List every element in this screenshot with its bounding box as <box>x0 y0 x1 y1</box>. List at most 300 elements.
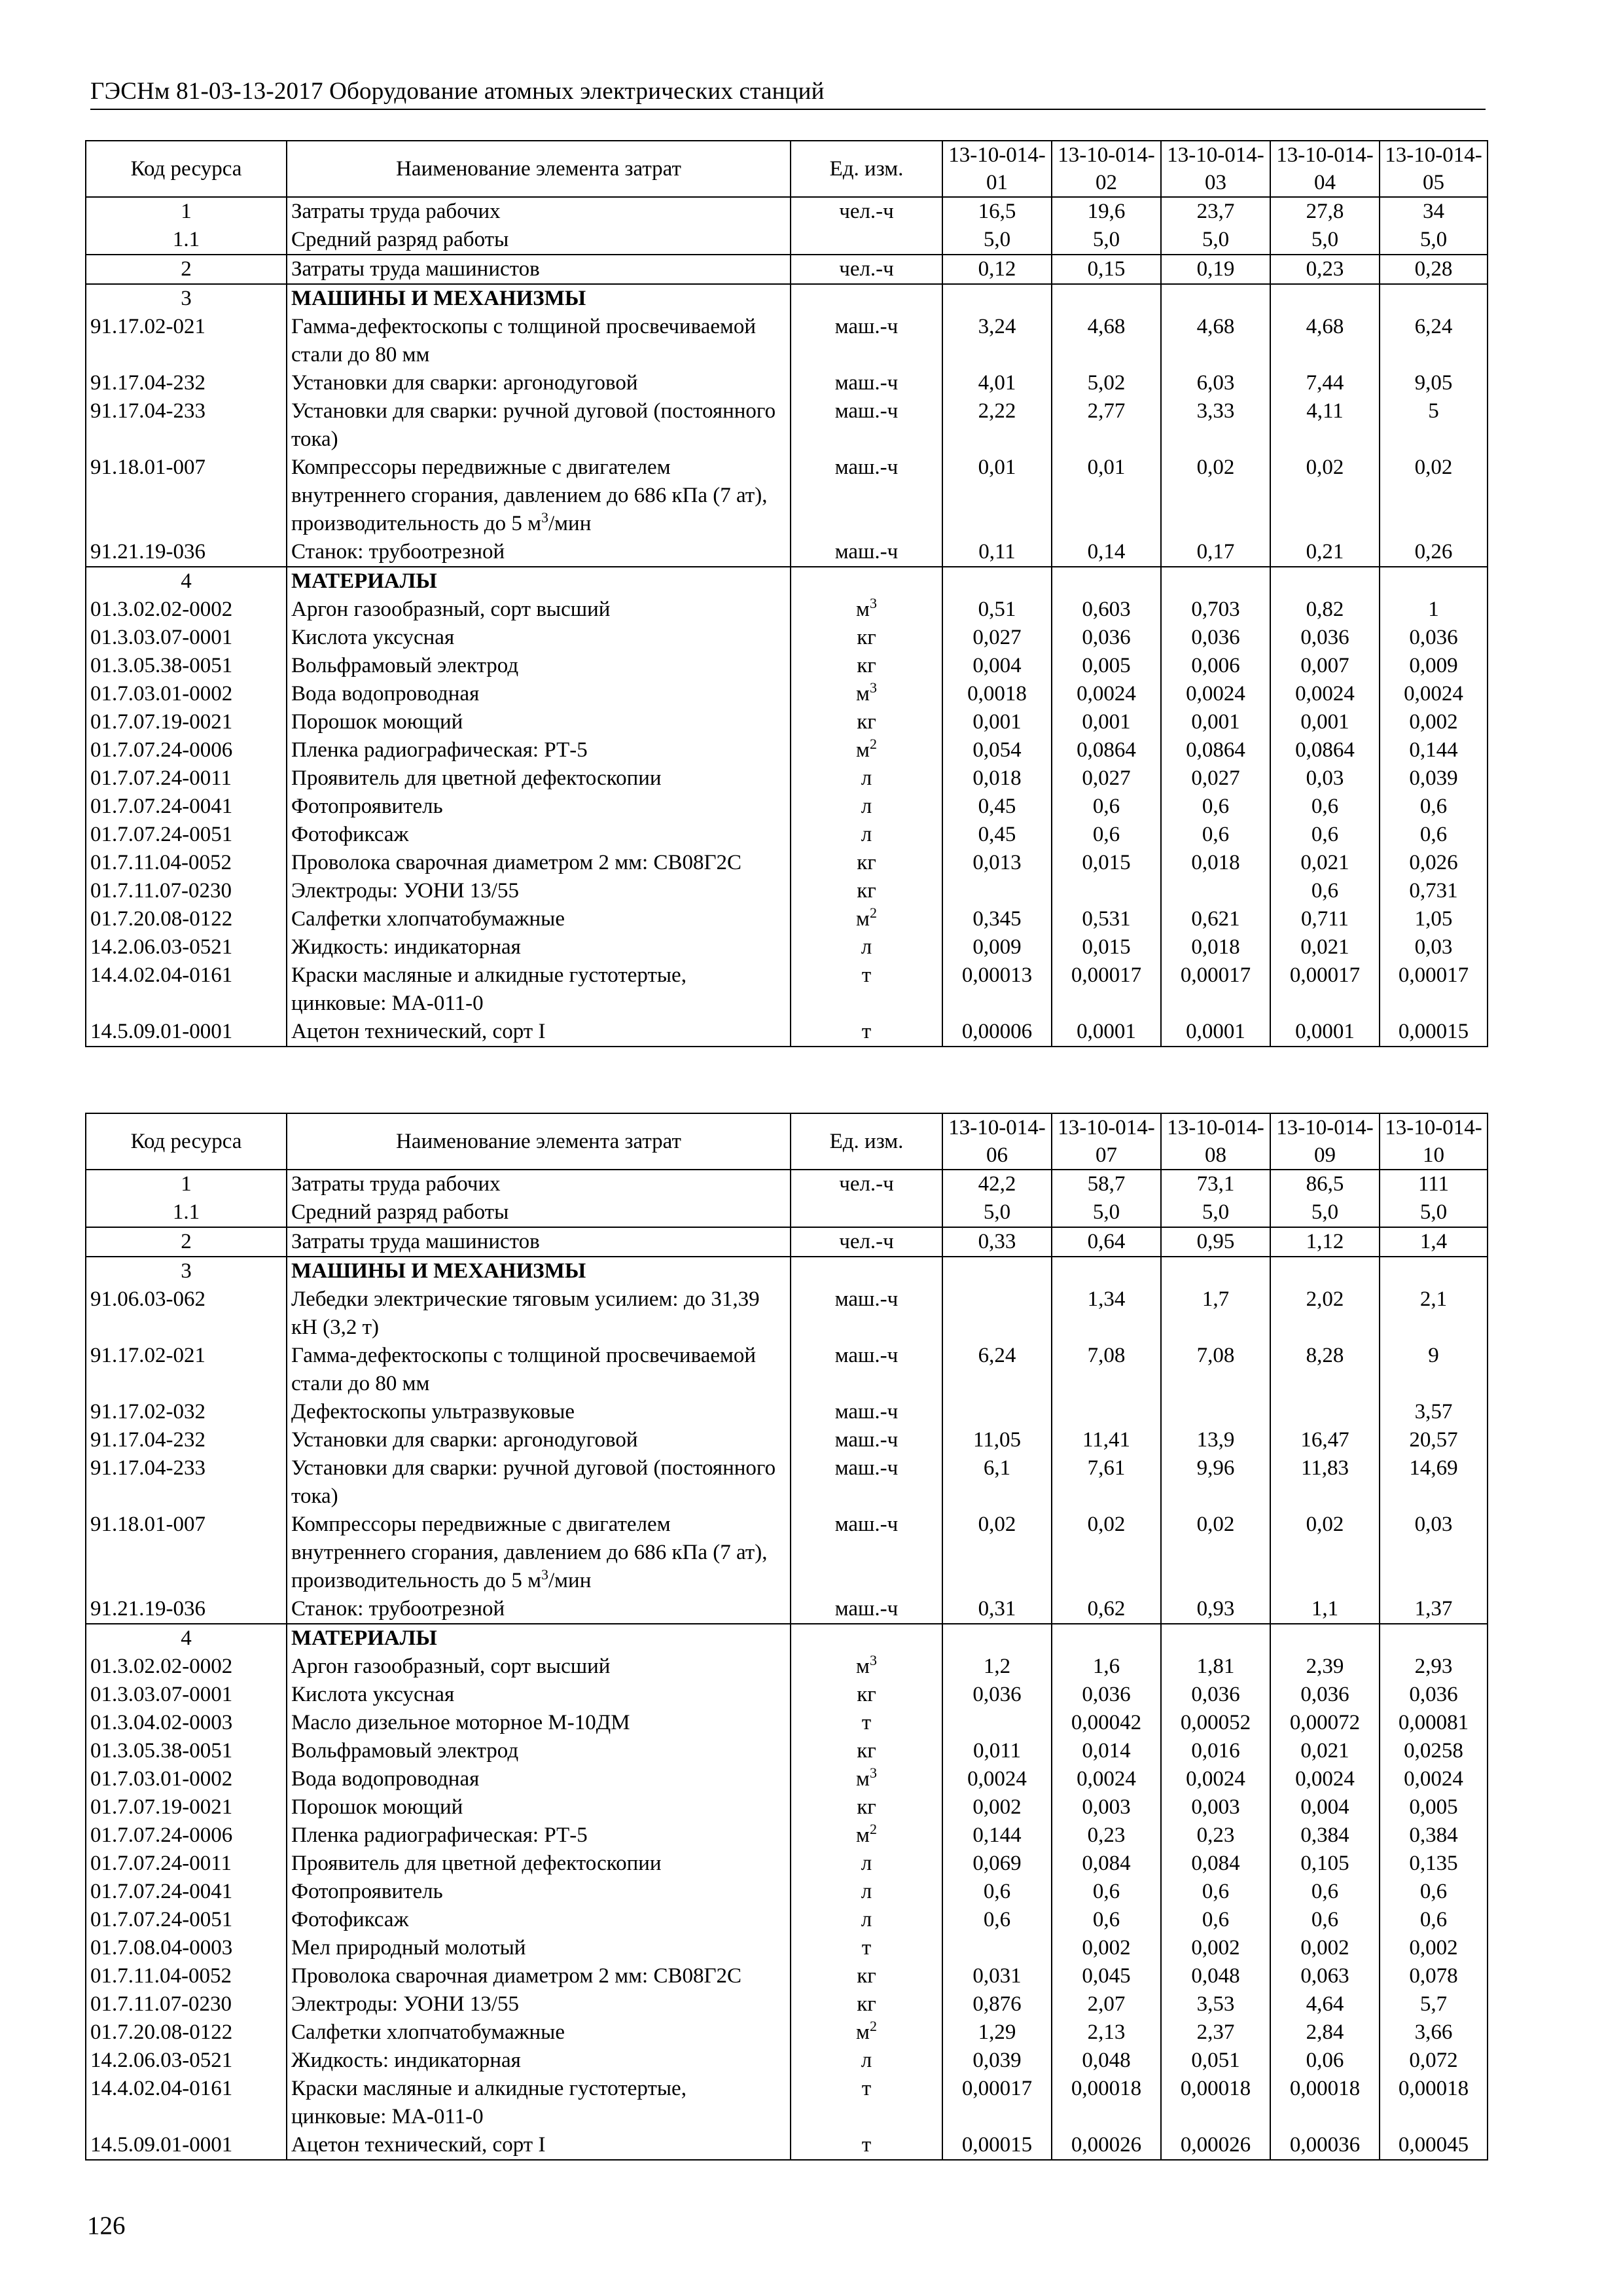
table-row <box>86 1709 1488 1737</box>
resource-name-cell: Установки для сварки: аргонодуговой <box>287 1426 791 1454</box>
value-cell: 20,57 <box>1380 1426 1488 1454</box>
resource-code-cell: 01.7.07.19-0021 <box>86 1793 287 1821</box>
value-cell: 0,016 <box>1161 1737 1270 1765</box>
value-cell: 0,6 <box>1270 793 1380 821</box>
value-cell: 0,0001 <box>1270 1018 1380 1047</box>
resource-name-cell: МАШИНЫ И МЕХАНИЗМЫ <box>287 284 791 313</box>
value-cell: 0,002 <box>942 1793 1052 1821</box>
resource-name-cell: МАШИНЫ И МЕХАНИЗМЫ <box>287 1257 791 1285</box>
resource-code-cell: 91.17.02-021 <box>86 1342 287 1398</box>
value-cell: 9,05 <box>1380 369 1488 397</box>
value-cell: 0,6 <box>1270 877 1380 905</box>
value-cell: 0,001 <box>1161 708 1270 736</box>
value-cell <box>1052 284 1161 313</box>
value-cell: 0,00017 <box>1052 961 1161 1018</box>
value-cell: 0,384 <box>1270 1821 1380 1850</box>
value-cell: 0,084 <box>1161 1850 1270 1878</box>
unit-cell: маш.-ч <box>791 313 942 369</box>
unit-cell: кг <box>791 708 942 736</box>
value-cell: 0,002 <box>1270 1934 1380 1962</box>
value-cell: 0,003 <box>1161 1793 1270 1821</box>
unit-cell: кг <box>791 624 942 652</box>
value-cell: 5,0 <box>1270 1198 1380 1227</box>
table-row <box>86 1170 1488 1198</box>
value-cell: 1,2 <box>942 1653 1052 1681</box>
value-cell: 2,07 <box>1052 1990 1161 2018</box>
resource-code-cell: 91.21.19-036 <box>86 538 287 567</box>
table-row <box>86 1624 1488 1653</box>
value-cell: 2,39 <box>1270 1653 1380 1681</box>
value-cell: 0,33 <box>942 1227 1052 1257</box>
value-cell: 0,00006 <box>942 1018 1052 1047</box>
value-cell: 0,002 <box>1380 1934 1488 1962</box>
unit-cell <box>791 1257 942 1285</box>
resource-name-cell: Фотопроявитель <box>287 1878 791 1906</box>
value-cell: 0,0864 <box>1052 736 1161 764</box>
unit-cell: л <box>791 2047 942 2075</box>
value-cell: 3,66 <box>1380 2018 1488 2047</box>
value-cell: 0,00045 <box>1380 2131 1488 2160</box>
value-cell: 5,0 <box>1161 226 1270 255</box>
value-cell: 7,44 <box>1270 369 1380 397</box>
unit-cell: т <box>791 2131 942 2160</box>
value-cell: 0,005 <box>1052 652 1161 680</box>
value-cell: 6,1 <box>942 1454 1052 1511</box>
value-cell: 0,01 <box>942 454 1052 538</box>
value-cell: 0,02 <box>1161 1511 1270 1595</box>
value-cell: 5,0 <box>942 1198 1052 1227</box>
unit-cell: $м^3$ <box>791 680 942 708</box>
resource-name-cell: Установки для сварки: ручной дуговой (постоянного тока) <box>287 1454 791 1511</box>
unit-cell: кг <box>791 652 942 680</box>
table-row <box>86 821 1488 849</box>
value-cell: 13,9 <box>1161 1426 1270 1454</box>
value-cell <box>1052 567 1161 596</box>
resource-name-cell: Краски масляные и алкидные густотертые, цинковые: МА-011-0 <box>287 961 791 1018</box>
value-cell: 5,0 <box>1052 226 1161 255</box>
value-cell: 0,036 <box>942 1681 1052 1709</box>
value-cell: 7,08 <box>1052 1342 1161 1398</box>
value-cell: 0,6 <box>1161 1878 1270 1906</box>
value-cell: 1,05 <box>1380 905 1488 933</box>
value-cell: 1,81 <box>1161 1653 1270 1681</box>
value-cell <box>1161 877 1270 905</box>
resource-name-cell: Кислота уксусная <box>287 624 791 652</box>
value-cell: 0,23 <box>1270 255 1380 284</box>
table-row <box>86 961 1488 1018</box>
value-cell: 0,011 <box>942 1737 1052 1765</box>
unit-cell: $м^2$ <box>791 1821 942 1850</box>
resource-code-cell: 01.7.07.24-0006 <box>86 1821 287 1850</box>
value-cell: 11,41 <box>1052 1426 1161 1454</box>
resource-code-cell: 01.7.11.04-0052 <box>86 849 287 877</box>
resource-code-cell: 01.7.03.01-0002 <box>86 680 287 708</box>
table-row <box>86 1737 1488 1765</box>
resource-name-cell: Станок: трубоотрезной <box>287 538 791 567</box>
unit-cell: кг <box>791 1990 942 2018</box>
value-cell: 9,96 <box>1161 1454 1270 1511</box>
value-cell: 0,00017 <box>942 2075 1052 2131</box>
value-cell <box>1052 1624 1161 1653</box>
resource-name-cell: Вода водопроводная <box>287 1765 791 1793</box>
column-header-norm: 13-10-014-06 <box>942 1113 1052 1170</box>
value-cell: 0,013 <box>942 849 1052 877</box>
value-cell: 0,28 <box>1380 255 1488 284</box>
value-cell: 2,77 <box>1052 397 1161 454</box>
value-cell: 0,054 <box>942 736 1052 764</box>
page-number: 126 <box>87 2212 126 2240</box>
value-cell: 0,105 <box>1270 1850 1380 1878</box>
value-cell: 0,001 <box>942 708 1052 736</box>
unit-cell <box>791 1198 942 1227</box>
resource-name-cell: Дефектоскопы ультразвуковые <box>287 1398 791 1426</box>
value-cell <box>1380 1257 1488 1285</box>
table-row <box>86 680 1488 708</box>
value-cell <box>1270 1257 1380 1285</box>
column-header-norm: 13-10-014-07 <box>1052 1113 1161 1170</box>
resource-table-2 <box>85 1113 1488 2161</box>
value-cell: 0,00018 <box>1270 2075 1380 2131</box>
value-cell <box>1270 284 1380 313</box>
value-cell: 0,11 <box>942 538 1052 567</box>
value-cell: 2,22 <box>942 397 1052 454</box>
value-cell: 3,24 <box>942 313 1052 369</box>
value-cell: 1,7 <box>1161 1285 1270 1342</box>
value-cell: 0,14 <box>1052 538 1161 567</box>
value-cell: 0,0024 <box>1052 1765 1161 1793</box>
value-cell: 0,02 <box>1161 454 1270 538</box>
resource-name-cell: МАТЕРИАЛЫ <box>287 1624 791 1653</box>
table-row <box>86 2018 1488 2047</box>
value-cell: 0,6 <box>1052 793 1161 821</box>
value-cell: 0,00015 <box>1380 1018 1488 1047</box>
value-cell: 0,0018 <box>942 680 1052 708</box>
unit-cell: л <box>791 1878 942 1906</box>
resource-name-cell: Средний разряд работы <box>287 226 791 255</box>
value-cell: 0,0024 <box>1380 1765 1488 1793</box>
resource-code-cell: 01.3.03.07-0001 <box>86 624 287 652</box>
value-cell: 0,063 <box>1270 1962 1380 1990</box>
unit-cell: л <box>791 793 942 821</box>
value-cell: 0,0024 <box>1270 1765 1380 1793</box>
value-cell: 6,24 <box>1380 313 1488 369</box>
resource-name-cell: Электроды: УОНИ 13/55 <box>287 877 791 905</box>
unit-cell: кг <box>791 849 942 877</box>
resource-name-cell: Проявитель для цветной дефектоскопии <box>287 1850 791 1878</box>
value-cell: 0,021 <box>1270 1737 1380 1765</box>
value-cell: 0,0024 <box>1380 680 1488 708</box>
value-cell <box>942 877 1052 905</box>
resource-code-cell: 91.17.02-032 <box>86 1398 287 1426</box>
value-cell: 0,036 <box>1270 624 1380 652</box>
column-header-name: Наименование элемента затрат <box>287 141 791 197</box>
unit-cell: л <box>791 821 942 849</box>
value-cell: 11,05 <box>942 1426 1052 1454</box>
value-cell: 5,0 <box>942 226 1052 255</box>
table-row <box>86 764 1488 793</box>
value-cell: 0,6 <box>1270 821 1380 849</box>
table-row <box>86 1595 1488 1624</box>
value-cell: 4,64 <box>1270 1990 1380 2018</box>
value-cell: 0,00017 <box>1270 961 1380 1018</box>
resource-name-cell: Аргон газообразный, сорт высший <box>287 596 791 624</box>
value-cell: 1 <box>1380 596 1488 624</box>
value-cell: 0,6 <box>1270 1906 1380 1934</box>
column-header-norm: 13-10-014-05 <box>1380 141 1488 197</box>
value-cell: 4,68 <box>1270 313 1380 369</box>
column-header-norm: 13-10-014-04 <box>1270 141 1380 197</box>
value-cell <box>1270 1624 1380 1653</box>
value-cell: 2,84 <box>1270 2018 1380 2047</box>
resource-code-cell: 01.3.02.02-0002 <box>86 596 287 624</box>
resource-name-cell: Затраты труда машинистов <box>287 1227 791 1257</box>
value-cell: 0,731 <box>1380 877 1488 905</box>
table-row <box>86 197 1488 226</box>
value-cell: 0,006 <box>1161 652 1270 680</box>
column-header-norm: 13-10-014-01 <box>942 141 1052 197</box>
value-cell: 0,6 <box>1161 793 1270 821</box>
value-cell: 0,0864 <box>1161 736 1270 764</box>
resource-code-cell: 01.3.03.07-0001 <box>86 1681 287 1709</box>
table-row <box>86 652 1488 680</box>
column-header-norm: 13-10-014-02 <box>1052 141 1161 197</box>
table-row <box>86 1821 1488 1850</box>
resource-code-cell: 91.21.19-036 <box>86 1595 287 1624</box>
value-cell: 0,018 <box>1161 933 1270 961</box>
value-cell: 9 <box>1380 1342 1488 1398</box>
value-cell: 14,69 <box>1380 1454 1488 1511</box>
unit-cell: чел.-ч <box>791 1170 942 1198</box>
value-cell: 2,02 <box>1270 1285 1380 1342</box>
value-cell: 0,009 <box>1380 652 1488 680</box>
resource-name-cell: Ацетон технический, сорт I <box>287 2131 791 2160</box>
value-cell: 0,00018 <box>1052 2075 1161 2131</box>
value-cell: 0,007 <box>1270 652 1380 680</box>
unit-cell: кг <box>791 1681 942 1709</box>
value-cell: 0,95 <box>1161 1227 1270 1257</box>
value-cell: 2,93 <box>1380 1653 1488 1681</box>
unit-cell: маш.-ч <box>791 1398 942 1426</box>
value-cell: 0,00017 <box>1161 961 1270 1018</box>
resource-code-cell: 2 <box>86 1227 287 1257</box>
unit-cell: кг <box>791 1737 942 1765</box>
value-cell <box>1380 284 1488 313</box>
value-cell: 0,384 <box>1380 1821 1488 1850</box>
value-cell: 0,703 <box>1161 596 1270 624</box>
unit-cell: маш.-ч <box>791 1426 942 1454</box>
unit-cell: т <box>791 1934 942 1962</box>
table-row <box>86 736 1488 764</box>
value-cell: 0,003 <box>1052 1793 1161 1821</box>
resource-code-cell: 4 <box>86 1624 287 1653</box>
value-cell: 0,036 <box>1052 1681 1161 1709</box>
value-cell: 0,045 <box>1052 1962 1161 1990</box>
value-cell: 0,00018 <box>1161 2075 1270 2131</box>
value-cell: 0,026 <box>1380 849 1488 877</box>
value-cell: 0,12 <box>942 255 1052 284</box>
resource-name-cell: Масло дизельное моторное М-10ДМ <box>287 1709 791 1737</box>
column-header-name: Наименование элемента затрат <box>287 1113 791 1170</box>
value-cell: 0,014 <box>1052 1737 1161 1765</box>
resource-name-cell: Порошок моющий <box>287 708 791 736</box>
value-cell: 0,6 <box>942 1906 1052 1934</box>
resource-code-cell: 01.7.11.04-0052 <box>86 1962 287 1990</box>
resource-name-cell: Гамма-дефектоскопы с толщиной просвечиваемой стали до 80 мм <box>287 1342 791 1398</box>
value-cell: 0,00072 <box>1270 1709 1380 1737</box>
value-cell: 0,03 <box>1270 764 1380 793</box>
table-row <box>86 1681 1488 1709</box>
value-cell: 23,7 <box>1161 197 1270 226</box>
value-cell <box>1052 1398 1161 1426</box>
resource-name-cell: Пленка радиографическая: РТ-5 <box>287 1821 791 1850</box>
unit-cell <box>791 567 942 596</box>
value-cell: 0,15 <box>1052 255 1161 284</box>
table-row <box>86 624 1488 652</box>
unit-cell: чел.-ч <box>791 1227 942 1257</box>
value-cell: 4,11 <box>1270 397 1380 454</box>
unit-cell: маш.-ч <box>791 454 942 538</box>
resource-name-cell: Установки для сварки: аргонодуговой <box>287 369 791 397</box>
value-cell: 0,82 <box>1270 596 1380 624</box>
value-cell: 1,37 <box>1380 1595 1488 1624</box>
resource-name-cell: Затраты труда рабочих <box>287 1170 791 1198</box>
value-cell: 2,13 <box>1052 2018 1161 2047</box>
table-row <box>86 1018 1488 1047</box>
value-cell: 0,00013 <box>942 961 1052 1018</box>
value-cell: 2,1 <box>1380 1285 1488 1342</box>
unit-cell: л <box>791 1850 942 1878</box>
unit-cell: маш.-ч <box>791 1454 942 1511</box>
resource-name-cell: Салфетки хлопчатобумажные <box>287 2018 791 2047</box>
table-row <box>86 1878 1488 1906</box>
resource-code-cell: 2 <box>86 255 287 284</box>
value-cell: 0,6 <box>1380 821 1488 849</box>
value-cell: 0,03 <box>1380 1511 1488 1595</box>
value-cell <box>942 284 1052 313</box>
table-row <box>86 284 1488 313</box>
document-header-title: ГЭСНм 81-03-13-2017 Оборудование атомных электрических станций <box>90 78 825 105</box>
unit-cell: $м^3$ <box>791 1653 942 1681</box>
resource-name-cell: Ацетон технический, сорт I <box>287 1018 791 1047</box>
resource-code-cell: 14.5.09.01-0001 <box>86 2131 287 2160</box>
value-cell: 0,015 <box>1052 933 1161 961</box>
value-cell: 0,6 <box>1161 821 1270 849</box>
table-body <box>86 1170 1488 2160</box>
table-row <box>86 1227 1488 1257</box>
unit-cell <box>791 226 942 255</box>
value-cell: 0,001 <box>1052 708 1161 736</box>
value-cell: 0,02 <box>1380 454 1488 538</box>
resource-name-cell: Салфетки хлопчатобумажные <box>287 905 791 933</box>
resource-code-cell: 14.2.06.03-0521 <box>86 2047 287 2075</box>
unit-cell: $м^2$ <box>791 2018 942 2047</box>
unit-cell: т <box>791 2075 942 2131</box>
resource-code-cell: 01.3.05.38-0051 <box>86 1737 287 1765</box>
unit-cell: маш.-ч <box>791 1285 942 1342</box>
resource-code-cell: 01.7.07.24-0051 <box>86 821 287 849</box>
value-cell: 0,6 <box>1052 1906 1161 1934</box>
value-cell: 0,036 <box>1270 1681 1380 1709</box>
column-header-code: Код ресурса <box>86 141 287 197</box>
unit-cell: $м^3$ <box>791 1765 942 1793</box>
resource-name-cell: Кислота уксусная <box>287 1681 791 1709</box>
resource-code-cell: 01.7.03.01-0002 <box>86 1765 287 1793</box>
resource-code-cell: 14.4.02.04-0161 <box>86 2075 287 2131</box>
resource-code-cell: 1 <box>86 197 287 226</box>
resource-name-cell: Краски масляные и алкидные густотертые, цинковые: МА-011-0 <box>287 2075 791 2131</box>
resource-code-cell: 01.7.07.24-0011 <box>86 1850 287 1878</box>
value-cell: 0,078 <box>1380 1962 1488 1990</box>
unit-cell: $м^3$ <box>791 596 942 624</box>
resource-code-cell: 91.18.01-007 <box>86 1511 287 1595</box>
resource-code-cell: 01.7.07.19-0021 <box>86 708 287 736</box>
resource-code-cell: 91.17.04-232 <box>86 369 287 397</box>
value-cell: 0,6 <box>942 1878 1052 1906</box>
value-cell: 0,027 <box>1161 764 1270 793</box>
value-cell: 0,00036 <box>1270 2131 1380 2160</box>
resource-code-cell: 01.7.20.08-0122 <box>86 2018 287 2047</box>
unit-cell: т <box>791 1709 942 1737</box>
value-cell: 2,37 <box>1161 2018 1270 2047</box>
resource-name-cell: Жидкость: индикаторная <box>287 2047 791 2075</box>
table-row <box>86 793 1488 821</box>
value-cell: 0,531 <box>1052 905 1161 933</box>
unit-cell: кг <box>791 1962 942 1990</box>
table-row <box>86 2047 1488 2075</box>
unit-cell: т <box>791 961 942 1018</box>
value-cell: 0,0024 <box>1161 680 1270 708</box>
value-cell <box>1380 567 1488 596</box>
value-cell: 111 <box>1380 1170 1488 1198</box>
value-cell: 0,135 <box>1380 1850 1488 1878</box>
resource-code-cell: 1 <box>86 1170 287 1198</box>
value-cell: 0,23 <box>1161 1821 1270 1850</box>
value-cell: 1,6 <box>1052 1653 1161 1681</box>
value-cell: 73,1 <box>1161 1170 1270 1198</box>
column-header-norm: 13-10-014-10 <box>1380 1113 1488 1170</box>
table-row <box>86 454 1488 538</box>
unit-cell: маш.-ч <box>791 1595 942 1624</box>
value-cell <box>1161 1624 1270 1653</box>
value-cell: 0,018 <box>942 764 1052 793</box>
unit-cell: маш.-ч <box>791 538 942 567</box>
value-cell: 8,28 <box>1270 1342 1380 1398</box>
value-cell <box>1270 1398 1380 1426</box>
value-cell <box>942 1934 1052 1962</box>
resource-code-cell: 01.7.08.04-0003 <box>86 1934 287 1962</box>
value-cell: 0,048 <box>1161 1962 1270 1990</box>
resource-code-cell: 14.4.02.04-0161 <box>86 961 287 1018</box>
table-row <box>86 1990 1488 2018</box>
value-cell: 34 <box>1380 197 1488 226</box>
resource-name-cell: Порошок моющий <box>287 1793 791 1821</box>
column-header-norm: 13-10-014-08 <box>1161 1113 1270 1170</box>
value-cell <box>1270 567 1380 596</box>
value-cell: 0,084 <box>1052 1850 1161 1878</box>
table-row <box>86 877 1488 905</box>
resource-code-cell: 91.17.04-232 <box>86 1426 287 1454</box>
value-cell: 0,027 <box>942 624 1052 652</box>
value-cell: 0,00018 <box>1380 2075 1488 2131</box>
value-cell: 0,62 <box>1052 1595 1161 1624</box>
resource-code-cell: 01.7.07.24-0006 <box>86 736 287 764</box>
resource-name-cell: Средний разряд работы <box>287 1198 791 1227</box>
value-cell <box>942 567 1052 596</box>
resource-code-cell: 91.06.03-062 <box>86 1285 287 1342</box>
header-rule <box>90 109 1486 110</box>
value-cell: 16,5 <box>942 197 1052 226</box>
value-cell: 0,02 <box>942 1511 1052 1595</box>
